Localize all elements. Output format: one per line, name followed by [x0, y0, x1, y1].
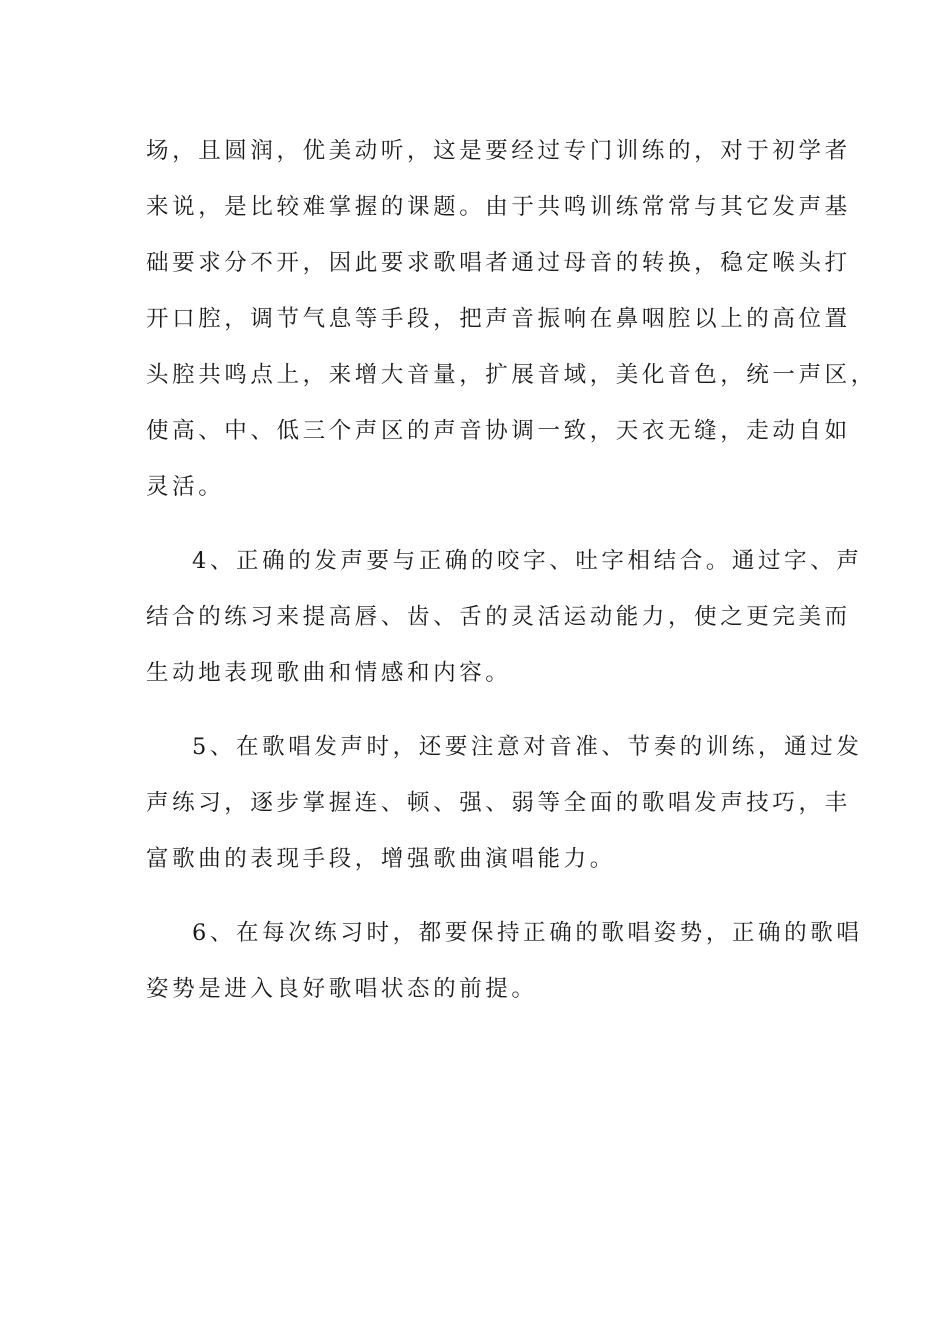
text-line: 结合的练习来提高唇、齿、舌的灵活运动能力，使之更完美而	[146, 604, 851, 630]
paragraph-gap	[146, 520, 806, 538]
paragraph-gap	[146, 706, 806, 724]
text-line: 姿势是进入良好歌唱状态的前提。	[146, 976, 538, 1002]
text-line: 4、正确的发声要与正确的咬字、吐字相结合。通过字、声	[192, 548, 863, 574]
paragraph-item-4	[146, 538, 863, 706]
text-line: 声练习，逐步掌握连、顿、强、弱等全面的歌唱发声技巧，丰	[146, 790, 851, 816]
paragraph-gap	[146, 892, 806, 910]
text-line: 5、在歌唱发声时，还要注意对音准、节奏的训练，通过发	[192, 734, 863, 760]
text-line: 础要求分不开，因此要求歌唱者通过母音的转换，稳定喉头打	[146, 250, 851, 276]
paragraph-item-5	[146, 724, 863, 892]
text-line: 使高、中、低三个声区的声音协调一致，天衣无缝，走动自如	[146, 418, 851, 444]
text-line: 富歌曲的表现手段，增强歌曲演唱能力。	[146, 846, 616, 872]
text-line: 6、在每次练习时，都要保持正确的歌唱姿势，正确的歌唱	[192, 920, 863, 946]
body-text	[146, 128, 877, 1022]
text-line: 生动地表现歌曲和情感和内容。	[146, 660, 512, 686]
text-line: 头腔共鸣点上，来增大音量，扩展音域，美化音色，统一声区，	[146, 362, 877, 388]
text-line: 来说，是比较难掌握的课题。由于共鸣训练常常与其它发声基	[146, 194, 851, 220]
paragraph-resonance	[146, 128, 877, 520]
text-line: 开口腔，调节气息等手段，把声音振响在鼻咽腔以上的高位置	[146, 306, 851, 332]
paragraph-item-6	[146, 910, 863, 1022]
text-line: 灵活。	[146, 474, 225, 500]
text-line: 场，且圆润，优美动听，这是要经过专门训练的，对于初学者	[146, 138, 851, 164]
